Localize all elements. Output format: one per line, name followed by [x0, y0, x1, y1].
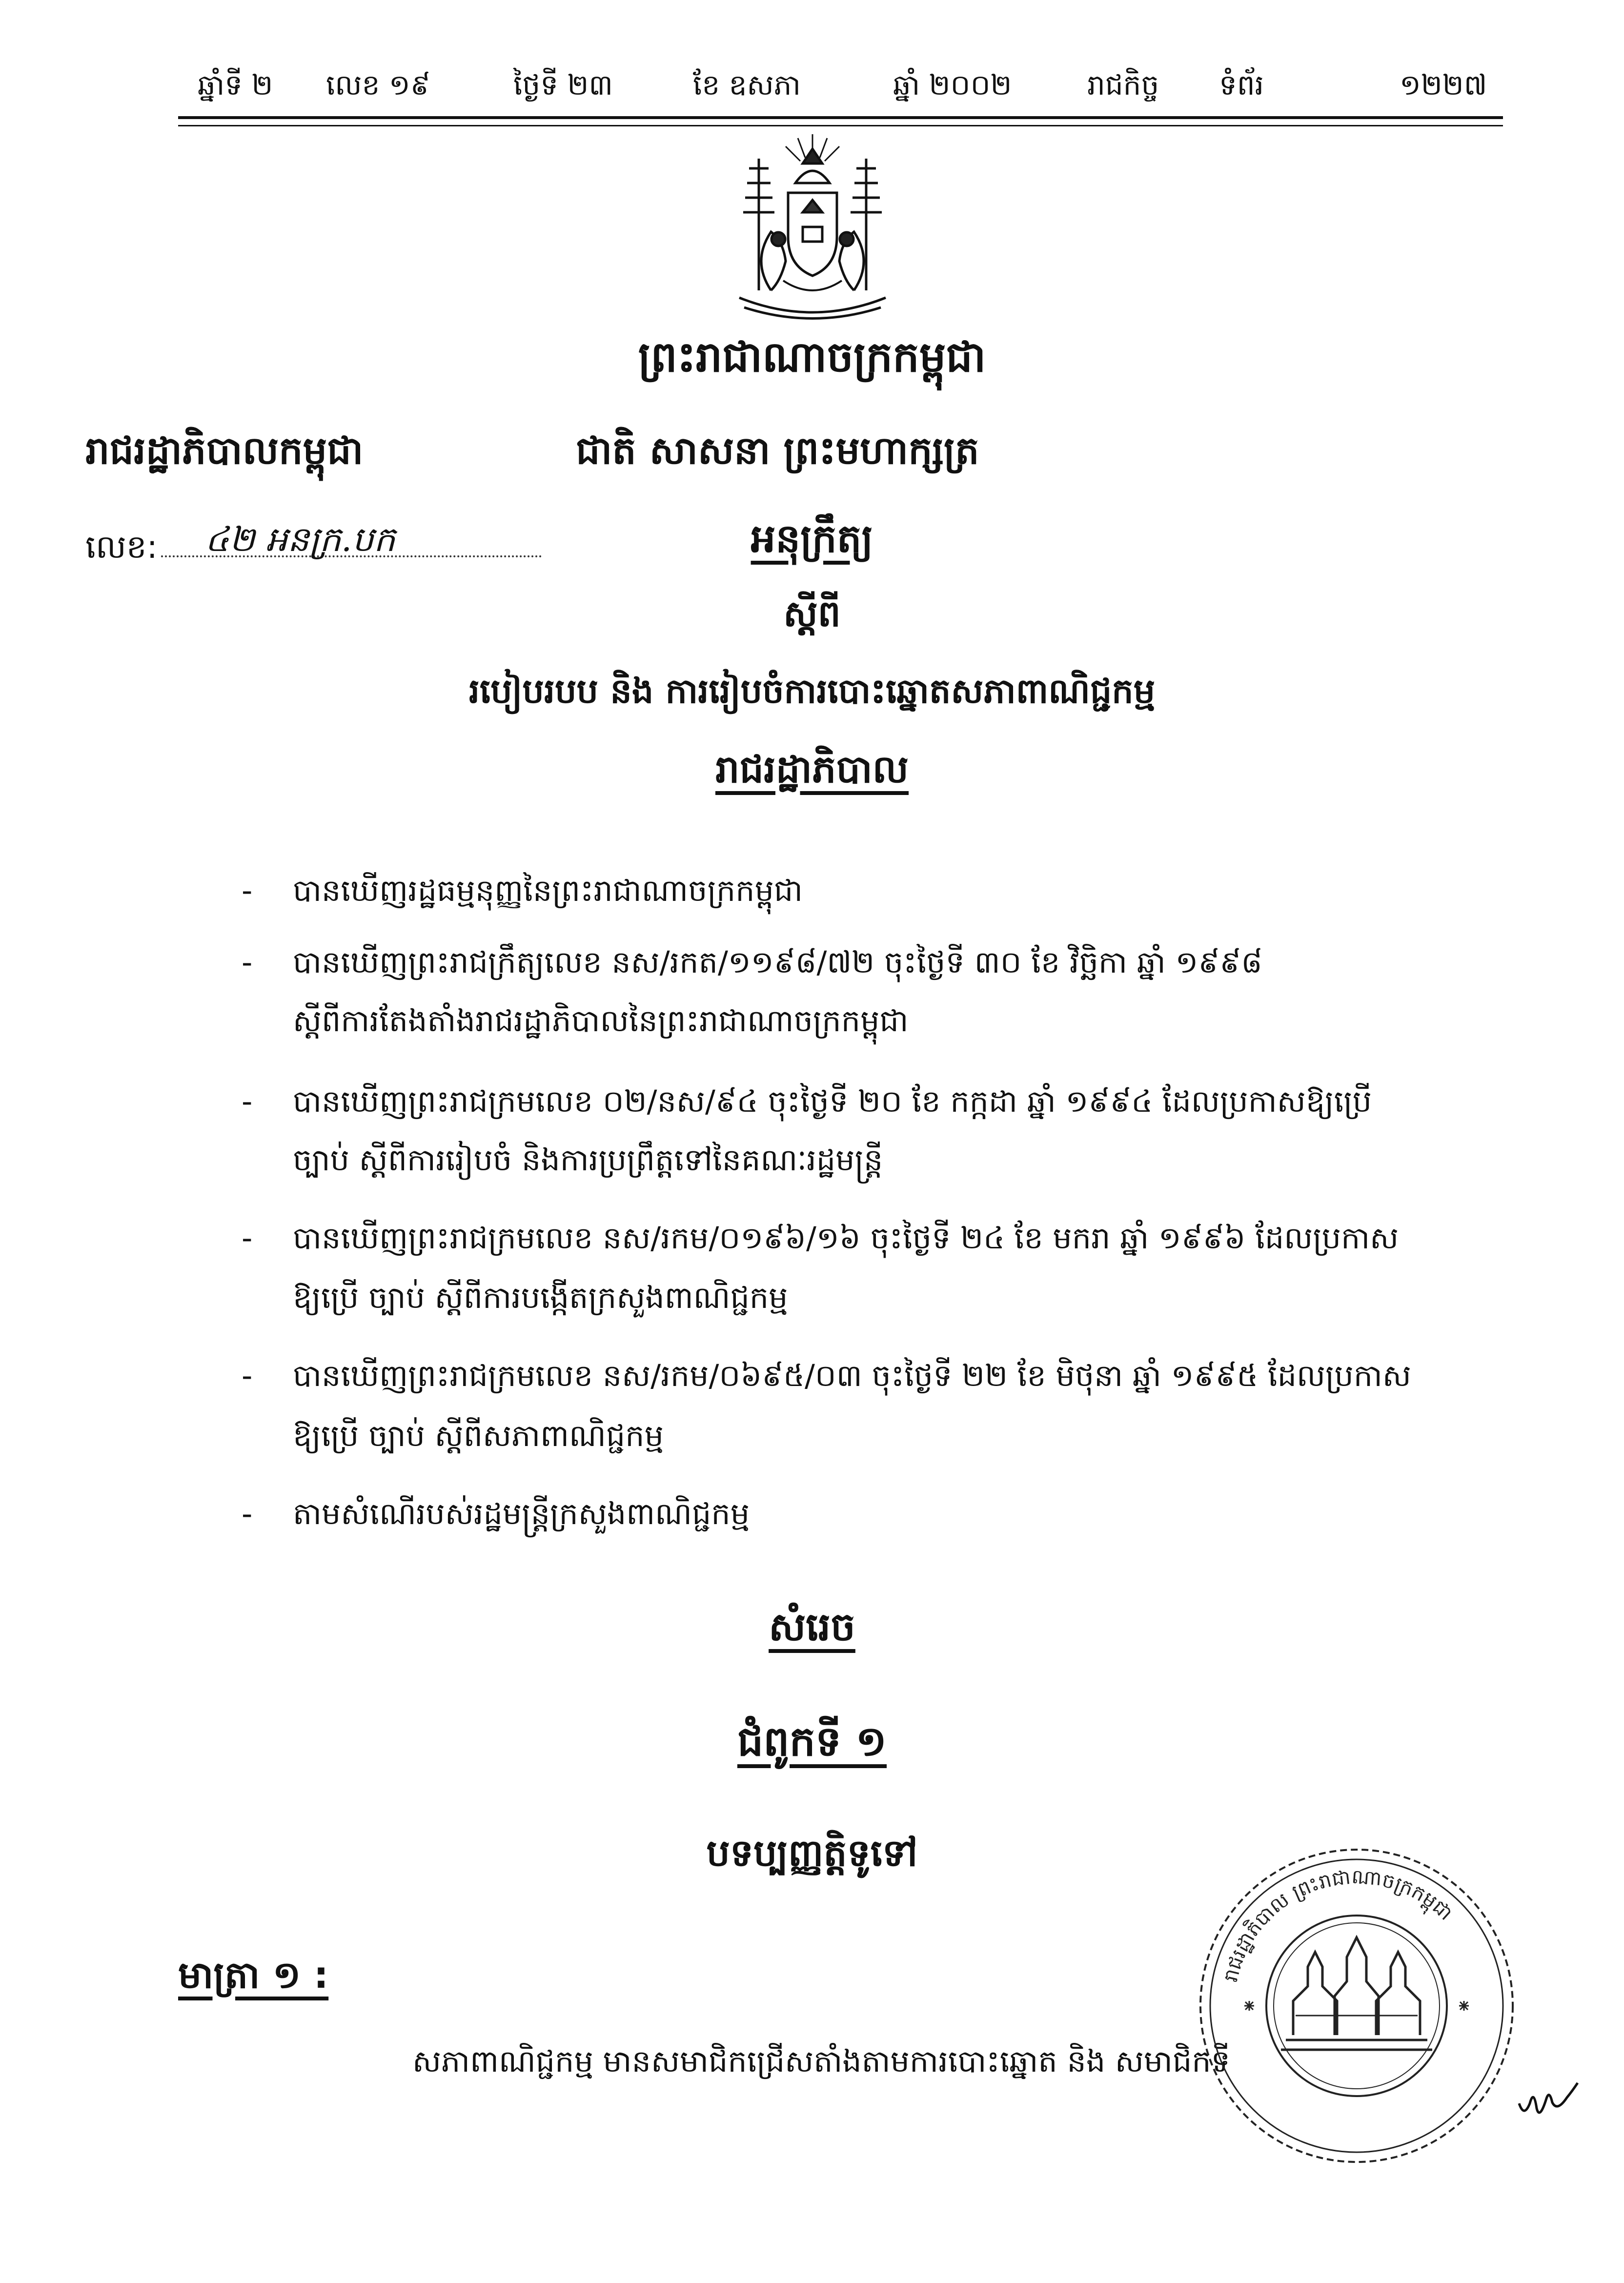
- reference-handwritten: ៤២ អនក្រ.បក: [205, 519, 396, 559]
- royal-coat-of-arms-icon: [730, 129, 895, 325]
- chapter-title: ជំពូកទី ១: [737, 1717, 887, 1765]
- reference-label: លេខ:: [85, 528, 158, 566]
- article-label: មាត្រា ១ :: [178, 1953, 329, 1997]
- seal-text: រាជរដ្ឋាភិបាល ព្រះរាជាណាចក្រកម្ពុជា: [1219, 1865, 1457, 1984]
- handwritten-initials-icon: [1515, 2077, 1583, 2120]
- header-page-number: ១២២៧: [1400, 68, 1487, 102]
- header-issue: លេខ ១៩: [326, 68, 430, 102]
- header-year-date: ឆ្នាំ ២០០២: [893, 68, 1012, 102]
- recital-line: បានឃើញព្រះរាជក្រមលេខ នស/រកម/០១៩៦/១៦ ចុះថ្ងៃទី ២៤ ខែ មករា ឆ្នាំ ១៩៩៦ ដែលប្រកាស: [293, 1220, 1399, 1256]
- header-rule-bottom: [178, 125, 1503, 126]
- recital-dash: -: [242, 873, 253, 908]
- issuer-name: រាជរដ្ឋាភិបាលកម្ពុជា: [85, 429, 364, 473]
- recital-line: បានឃើញព្រះរាជក្រមលេខ នស/រកម/០៦៩៥/០៣ ចុះថ្ងៃទី ២២ ខែ មិថុនា ឆ្នាំ ១៩៩៥ ដែលប្រកាស: [293, 1358, 1411, 1393]
- recital-dash: -: [242, 944, 253, 980]
- authority-title: រាជរដ្ឋាភិបាល: [715, 748, 909, 792]
- recital-dash: -: [242, 1358, 253, 1393]
- article-text: សភាពាណិជ្ជកម្ម មានសមាជិកជ្រើសតាំងតាមការបោះឆ្នោត និង សមាជិកទី: [412, 2043, 1231, 2079]
- document-type: អនុក្រឹត្យ: [751, 516, 873, 561]
- recital-dash: -: [242, 1220, 253, 1256]
- decides-title: សំរេច: [769, 1604, 855, 1650]
- recital-line: បានឃើញព្រះរាជក្រមលេខ ០២/នស/៩៤ ចុះថ្ងៃទី ២០ ខែ កក្កដា ឆ្នាំ ១៩៩៤ ដែលប្រកាសឱ្យប្រើ: [293, 1083, 1372, 1119]
- national-motto: ជាតិ សាសនា ព្រះមហាក្សត្រ: [576, 429, 979, 473]
- about-label: ស្តីពី: [783, 593, 841, 635]
- subject-title: របៀបរបប និង ការរៀបចំការបោះឆ្នោតសភាពាណិជ្ជកម្ម: [468, 671, 1156, 711]
- recital-dash: -: [242, 1496, 253, 1531]
- chapter-heading: បទប្បញ្ញត្តិទូទៅ: [706, 1831, 918, 1875]
- header-month: ខែ ឧសភា: [693, 68, 801, 102]
- kingdom-title: ព្រះរាជាណាចក្រកម្ពុជា: [638, 333, 986, 382]
- header-day: ថ្ងៃទី ២៣: [513, 68, 613, 102]
- recital-line: តាមសំណើរបស់រដ្ឋមន្ត្រីក្រសួងពាណិជ្ជកម្ម: [293, 1496, 750, 1531]
- header-rule-top: [178, 116, 1503, 119]
- recital-line: បានឃើញរដ្ឋធម្មនុញ្ញនៃព្រះរាជាណាចក្រកម្ពុជា: [293, 873, 803, 908]
- header-page-word: ទំព័រ: [1219, 68, 1264, 102]
- header-year: ឆ្នាំទី ២: [198, 68, 273, 102]
- recital-line: ឱ្យប្រើ ច្បាប់ ស្តីពីសភាពាណិជ្ជកម្ម: [293, 1418, 664, 1453]
- recital-dash: -: [242, 1083, 253, 1119]
- recital-line: បានឃើញព្រះរាជក្រឹត្យលេខ នស/រកត/១១៩៨/៧២ ចុះថ្ងៃទី ៣០ ខែ វិច្ឆិកា ឆ្នាំ ១៩៩៨: [293, 944, 1263, 980]
- recital-line: ស្តីពីការតែងតាំងរាជរដ្ឋាភិបាលនៃព្រះរាជាណាចក្រកម្ពុជា: [293, 1003, 909, 1039]
- official-round-seal-icon: [1191, 1840, 1522, 2172]
- header-gazette: រាជកិច្ច: [1087, 68, 1159, 102]
- recital-line: ឱ្យប្រើ ច្បាប់ ស្តីពីការបង្កើតក្រសួងពាណិជ្ជកម្ម: [293, 1280, 788, 1315]
- recital-line: ច្បាប់ ស្តីពីការរៀបចំ និងការប្រព្រឹត្តទៅនៃគណៈរដ្ឋមន្ត្រី: [293, 1142, 883, 1178]
